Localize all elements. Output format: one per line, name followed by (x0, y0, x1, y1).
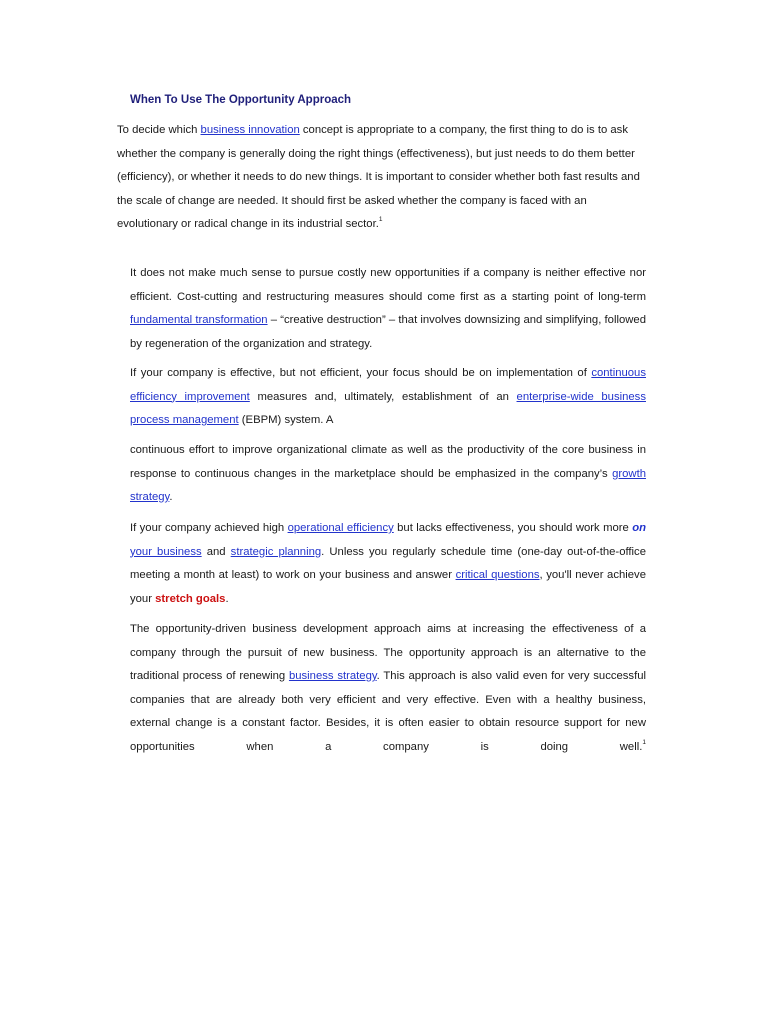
text: continuous effort to improve organizational climate as well as the productivity of the core business in response to continuous changes in the marketplace should be emphasized in the company’s (130, 444, 646, 480)
link-business-strategy[interactable]: business strategy (288, 670, 377, 682)
paragraph-2 (130, 262, 646, 356)
text: – “creative destruction” – that involves downsizing and simplifying, followed by regeneration of the organization and strategy. (130, 314, 646, 350)
paragraph-4 (130, 439, 646, 510)
link-strategic-planning[interactable]: strategic planning (230, 545, 322, 558)
footnote-marker: 1 (378, 216, 383, 223)
text: To decide which (117, 124, 201, 136)
text: . (169, 491, 173, 503)
link-business-innovation[interactable]: business innovation (200, 124, 300, 136)
link-operational-efficiency[interactable]: operational efficiency (287, 522, 394, 534)
text: (EBPM) system. A (238, 414, 334, 426)
link-your-business[interactable]: your business (130, 545, 202, 558)
stretch-goals-highlight: stretch goals (155, 592, 226, 605)
text: but lacks effectiveness, you should work more (393, 522, 633, 534)
link-continuous-efficiency-improvement[interactable]: continuous efficiency improvement (130, 367, 646, 403)
text: . (225, 592, 229, 605)
paragraph-5 (130, 517, 646, 611)
text: The opportunity-driven business development approach aims at increasing the effectiveness of a company through the pursuit of new business. The opportunity approach is an alternative to the traditional process of renewing (130, 623, 646, 682)
text: concept is appropriate to a company, the first thing to do is to ask whether the company is generally doing the right things (effectiveness), but just needs to do them better (efficiency), or whether it needs to do new things. It is important to consider whether both fast results and the scale of change are needed. It should first be asked whether the company is faced with an evolutionary or radical change in its industrial sector. (117, 124, 640, 230)
link-fundamental-transformation[interactable]: fundamental transformation (130, 314, 268, 326)
section-heading: When To Use The Opportunity Approach (130, 94, 352, 106)
text: measures and, ultimately, establishment of an (249, 390, 517, 403)
text: . This approach is also valid even for very successful companies that are already both very efficient and very effective. Even with a healthy business, external change is a constant factor. Besides, it is often easier to obtain resource support for new opportunities when a company is doing well. (130, 670, 646, 753)
text: and (201, 545, 231, 558)
paragraph-1 (117, 119, 647, 237)
text: It does not make much sense to pursue costly new opportunities if a company is neither effective nor efficient. Cost-cutting and restructuring measures should come first as a starting point of long-term (130, 267, 646, 303)
link-enterprise-wide-bpm[interactable]: enterprise-wide business process management (130, 390, 646, 426)
footnote-marker: 1 (642, 738, 646, 746)
link-critical-questions[interactable]: critical questions (455, 569, 540, 581)
text: If your company achieved high (130, 522, 288, 534)
paragraph-6 (130, 618, 646, 759)
text: . Unless you regularly schedule time (one-day out-of-the-office meeting a month at least) to work on your business and answer (130, 545, 646, 581)
emphasis-on: on (632, 522, 646, 534)
text: If your company is effective, but not efficient, your focus should be on implementation of (130, 367, 592, 379)
link-growth-strategy[interactable]: growth strategy (130, 467, 646, 503)
text: , you'll never achieve your (130, 569, 646, 605)
paragraph-3 (130, 362, 646, 433)
